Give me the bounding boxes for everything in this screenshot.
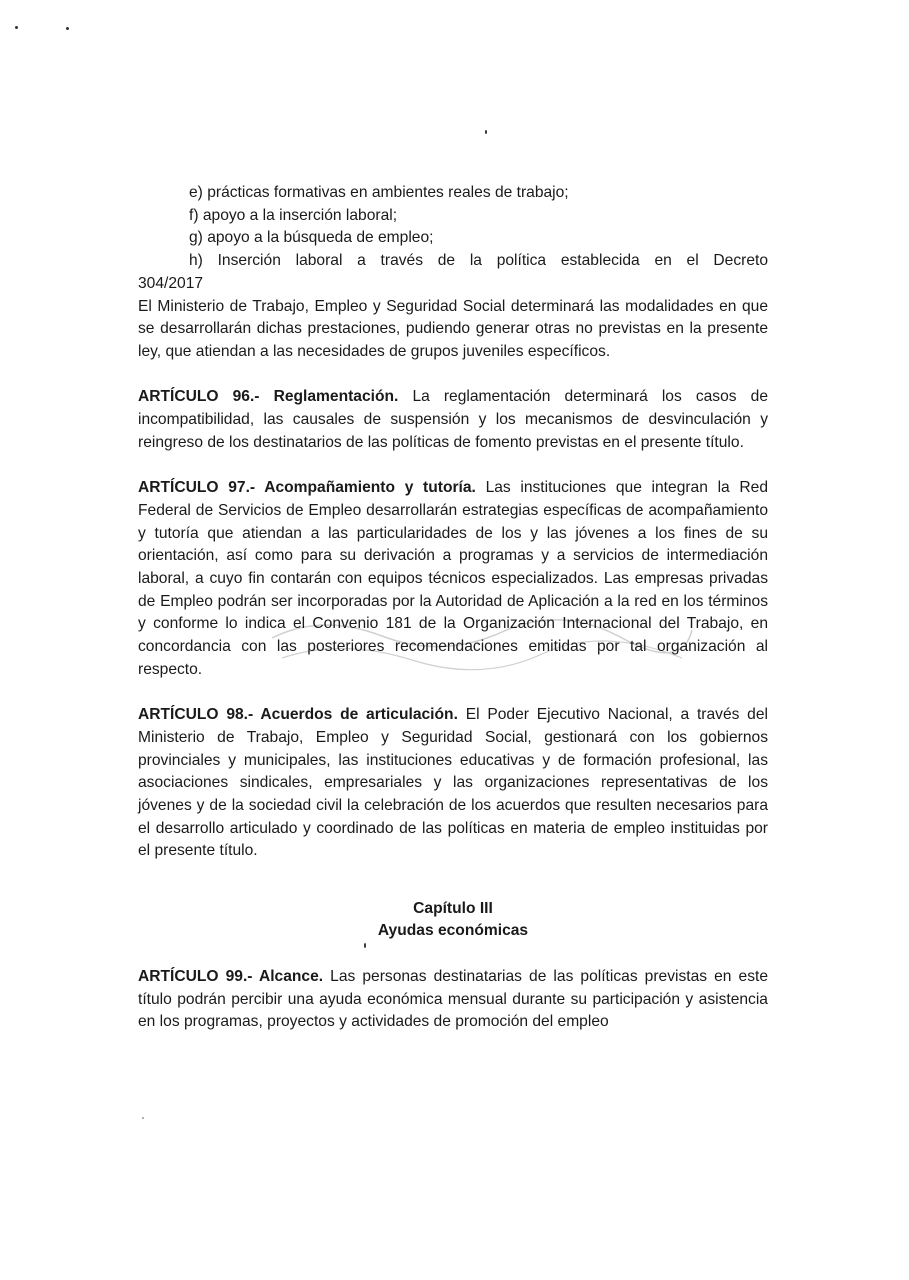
article-98	[138, 704, 768, 863]
article-body: La reglamentación determinará los casos de incompatibilidad, las causales de suspensión y los mecanismos de desvinculación y reingreso de los destinatarios de las políticas de fomento previstas en el presente título.	[138, 388, 768, 451]
article-heading: ARTÍCULO 96.- Reglamentación.	[138, 388, 399, 406]
scan-speck	[485, 130, 487, 134]
chapter-title: Ayudas económicas	[377, 922, 529, 940]
list-item-h-continuation: 304/2017	[138, 274, 204, 292]
article-body: El Poder Ejecutivo Nacional, a través del Ministerio de Trabajo, Empleo y Seguridad Social, gestionará con los gobiernos provinciales y municipales, las instituciones educativas y de formación profesional, las asociaciones sindicales, empresariales y las organizaciones representativas de los jóvenes y de la sociedad civil la celebración de los acuerdos que resulten necesarios para el desarrollo articulado y coordinado de las políticas en materia de empleo instituidas por el presente título.	[138, 706, 768, 860]
chapter-number: Capítulo III	[413, 899, 493, 917]
scan-speck	[15, 26, 18, 29]
article-96	[138, 386, 768, 454]
article-body: Las personas destinatarias de las políticas previstas en este título podrán percibir una ayuda económica mensual durante su participación y asistencia en los programas, proyectos y actividades de promoción del empleo	[138, 967, 769, 1031]
scan-speck	[142, 1117, 144, 1119]
scan-speck	[66, 27, 69, 30]
intro-paragraph: El Ministerio de Trabajo, Empleo y Seguridad Social determinará las modalidades en que se desarrollarán dichas prestaciones, pudiendo generar otras no previstas en la presente ley, que atiendan a las necesidades de grupos juveniles específicos.	[138, 297, 768, 360]
article-99	[138, 966, 768, 1034]
list-item-h: h) Inserción laboral a través de la política establecida en el Decreto	[189, 252, 768, 270]
article-body: Las instituciones que integran la Red Federal de Servicios de Empleo desarrollarán estrategias específicas de acompañamiento y tutoría que atiendan a las particularidades de los y las jóvenes a los fines de su orientación, así como para su derivación a programas y a servicios de intermediación laboral, a cuyo fin contarán con equipos técnicos especializados. Las empresas privadas de Empleo podrán ser incorporadas por la Autoridad de Aplicación a la red en los términos y conforme lo indica el Convenio 181 de la Organización Internacional del Trabajo, en concordancia con las posteriores recomendaciones emitidas por tal organización al respecto.	[138, 479, 768, 678]
article-heading: ARTÍCULO 97.- Acompañamiento y tutoría.	[138, 479, 476, 497]
document-body	[138, 182, 768, 1034]
article-heading: ARTÍCULO 98.- Acuerdos de articulación.	[138, 706, 458, 724]
article-heading: ARTÍCULO 99.- Alcance.	[138, 967, 324, 985]
list-item-g: g) apoyo a la búsqueda de empleo;	[189, 229, 434, 247]
list-item-f: f) apoyo a la inserción laboral;	[189, 206, 398, 224]
article-97	[138, 477, 768, 681]
list-item-e: e) prácticas formativas en ambientes reales de trabajo;	[189, 184, 569, 201]
